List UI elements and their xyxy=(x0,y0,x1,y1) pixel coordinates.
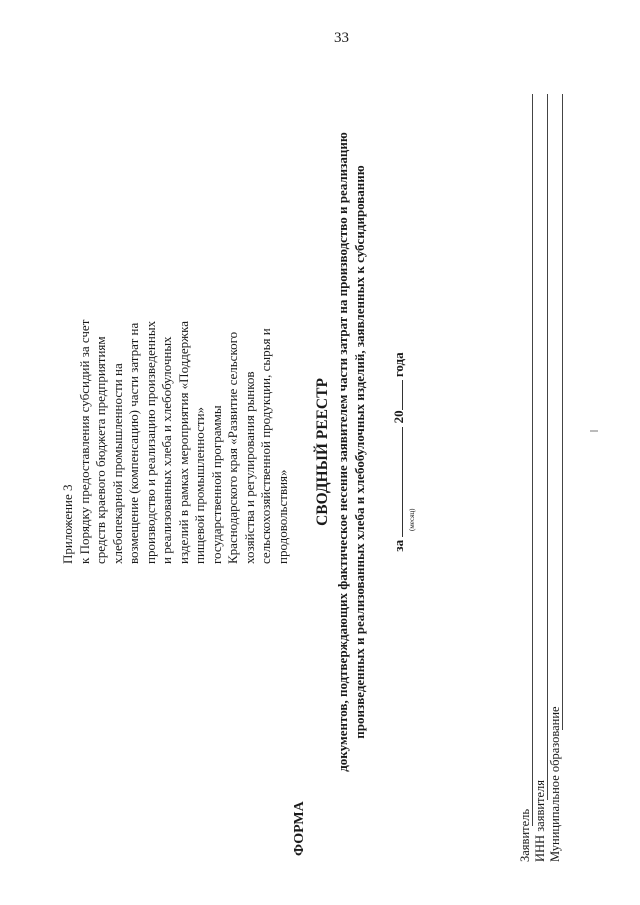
appendix-line: сельскохозяйственной продукции, сырья и xyxy=(258,328,273,564)
appendix-line: Приложение 3 xyxy=(60,484,75,564)
applicant-field xyxy=(518,809,533,862)
page-number: 33 xyxy=(334,30,349,46)
year-prefix: 20 xyxy=(391,410,406,424)
inn-field xyxy=(533,780,548,862)
appendix-line: и реализованных хлеба и хлебобулочных xyxy=(159,336,174,564)
inn-label: ИНН заявителя xyxy=(533,779,547,862)
year-blank[interactable] xyxy=(390,380,403,410)
period-suffix: года xyxy=(391,352,406,378)
appendix-line: государственной программы xyxy=(208,405,224,564)
document-title: СВОДНЫЙ РЕЕСТР xyxy=(314,378,331,526)
applicant-label: Заявитель xyxy=(518,808,532,862)
appendix-line: продовольствия» xyxy=(274,469,290,564)
appendix-line: хлебопекарной промышленности на xyxy=(109,363,125,564)
appendix-block xyxy=(60,254,291,564)
municipality-field xyxy=(548,706,563,862)
appendix-line: Краснодарского края «Развитие сельского xyxy=(225,331,240,564)
appendix-line: пищевой промышленности» xyxy=(192,406,207,564)
scan-mark xyxy=(590,430,598,432)
rotated-page-content xyxy=(30,42,610,862)
inn-input-line[interactable] xyxy=(547,94,548,800)
month-caption: (месяц) xyxy=(408,508,416,531)
appendix-line: хозяйства и регулирования рынков xyxy=(241,371,257,564)
period-prefix: за xyxy=(391,539,406,552)
month-blank[interactable] xyxy=(390,427,403,537)
heading-line: документов, подтверждающих фактическое несение заявителем части затрат на производство и реализацию xyxy=(335,132,350,772)
period-line xyxy=(390,42,407,862)
appendix-line: производство и реализацию произведенных xyxy=(142,320,158,564)
applicant-input-line[interactable] xyxy=(532,94,533,826)
appendix-line: возмещение (компенсацию) части затрат на xyxy=(126,322,141,564)
municipality-label: Муниципальное образование xyxy=(548,706,562,862)
appendix-line: средств краевого бюджета предприятиям xyxy=(93,336,108,564)
municipality-input-line[interactable] xyxy=(562,94,563,730)
form-label: ФОРМА xyxy=(292,801,307,856)
appendix-line: изделий в рамках мероприятия «Поддержка xyxy=(175,320,191,564)
heading-line: произведенных и реализованных хлеба и хлебобулочных изделий, заявленных к субсидированию xyxy=(352,165,367,739)
appendix-line: к Порядку предоставления субсидий за счет xyxy=(76,319,92,564)
